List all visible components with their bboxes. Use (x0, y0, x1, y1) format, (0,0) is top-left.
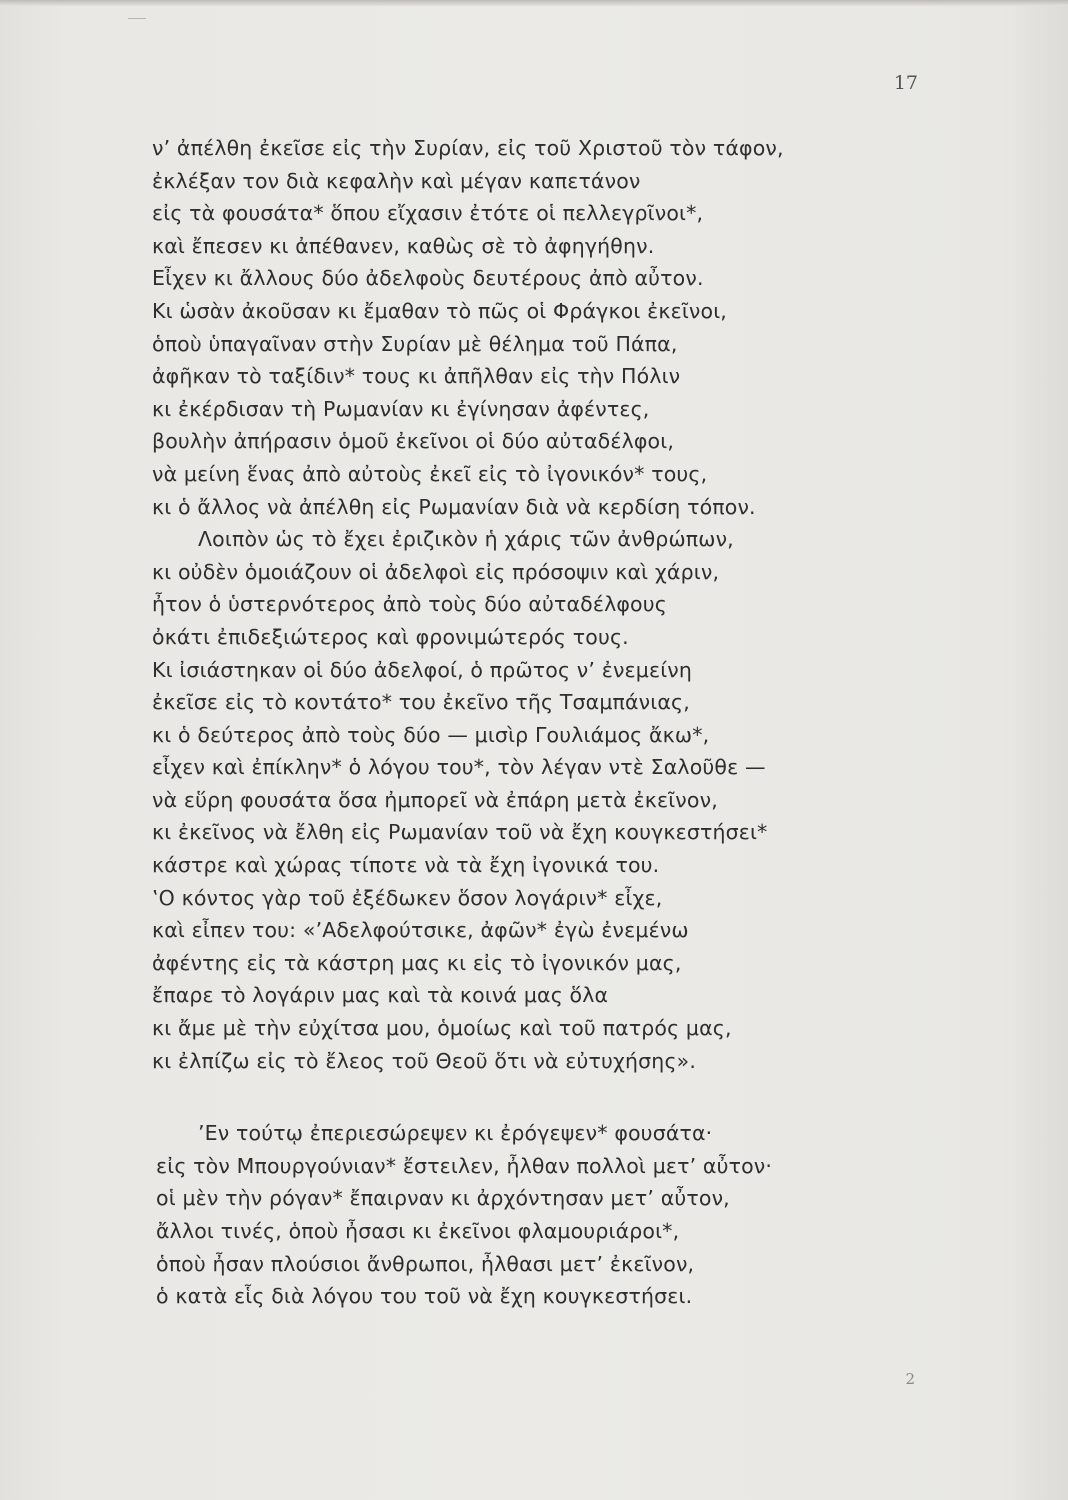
verse-line: ἔπαρε τὸ λογάριν μας καὶ τὰ κοινά μας ὅλα (152, 983, 609, 1008)
verse-line: ἐκεῖσε εἰς τὸ κοντάτο* του ἐκεῖνο τῆς Τσαμπάνιας, (152, 690, 690, 715)
verse-line: κι οὐδὲν ὁμοιάζουν οἱ ἀδελφοὶ εἰς πρόσοψιν καὶ χάριν, (152, 559, 720, 584)
stanza-1 (152, 132, 912, 523)
verse-line: ἦτον ὁ ὑστερνότερος ἀπὸ τοὺς δύο αὐταδέλφους (152, 592, 667, 617)
verse-line: ἀφῆκαν τὸ ταξίδιν* τους κι ἀπῆλθαν εἰς τὴν Πόλιν (152, 364, 681, 389)
verse-line: Λοιπὸν ὡς τὸ ἔχει ἐριζικὸν ἡ χάρις τῶν ἀνθρώπων, (198, 527, 734, 552)
verse-line: κάστρε καὶ χώρας τίποτε νὰ τὰ ἔχη ἰγονικά του. (152, 853, 660, 878)
verse-line: κι ἐκεῖνος νὰ ἔλθη εἰς Ρωμανίαν τοῦ νὰ ἔχη κουγκεστήσει* (152, 820, 768, 845)
verse-line: ὁποὺ ἦσαν πλούσιοι ἄνθρωποι, ἦλθασι μετ’ ἐκεῖνον, (156, 1251, 695, 1276)
verse-line: ἀφέντης εἰς τὰ κάστρη μας κι εἰς τὸ ἰγονικόν μας, (152, 950, 682, 975)
stanza-gap (152, 1077, 912, 1117)
stanza-2 (152, 523, 912, 1077)
stanza-3 (152, 1117, 912, 1313)
verse-line: εἶχεν καὶ ἐπίκλην* ὁ λόγου του*, τὸν λέγαν ντὲ Σαλοῦθε — (152, 755, 766, 780)
verse-line: ἐκλέξαν τον διὰ κεφαλὴν καὶ μέγαν καπετάνον (152, 168, 641, 193)
verse-line: κι ἄμε μὲ τὴν εὐχίτσα μου, ὁμοίως καὶ τοῦ πατρός μας, (152, 1016, 732, 1041)
verse-line: βουλὴν ἀπήρασιν ὁμοῦ ἐκεῖνοι οἱ δύο αὐταδέλφοι, (152, 429, 674, 454)
verse-line: οἱ μὲν τὴν ρόγαν* ἔπαιρναν κι ἀρχόντησαν μετ’ αὖτον, (156, 1186, 730, 1211)
verse-line: εἰς τὸν Μπουργούνιαν* ἔστειλεν, ἦλθαν πολλοὶ μετ’ αὖτον· (156, 1153, 773, 1178)
verse-line: Κι ἰσιάστηκαν οἱ δύο ἀδελφοί, ὁ πρῶτος ν’ ἐνεμείνη (152, 657, 693, 682)
verse-line: νὰ μείνη ἕνας ἀπὸ αὐτοὺς ἐκεῖ εἰς τὸ ἰγονικόν* τους, (152, 461, 708, 486)
verse-line: κι ὁ ἄλλος νὰ ἀπέλθη εἰς Ρωμανίαν διὰ νὰ κερδίση τόπον. (152, 494, 756, 519)
verse-line: ὀκάτι ἐπιδεξιώτερος καὶ φρονιμώτερός τους. (152, 624, 629, 649)
poem-text (152, 132, 912, 1313)
verse-line: ‛Ο κόντος γὰρ τοῦ ἐξέδωκεν ὅσον λογάριν* εἶχε, (152, 885, 663, 910)
verse-line: νὰ εὕρη φουσάτα ὅσα ἠμπορεῖ νὰ ἐπάρη μετὰ ἐκεῖνον, (152, 787, 718, 812)
verse-line: ἄλλοι τινές, ὁποὺ ἦσασι κι ἐκεῖνοι φλαμουριάροι*, (156, 1219, 680, 1243)
verse-line: ’Εν τούτῳ ἐπεριεσώρεψεν κι ἐρόγεψεν* φουσάτα· (198, 1121, 713, 1146)
verse-line: καὶ εἶπεν του: «’Αδελφούτσικε, ἀφῶν* ἐγὼ ἐνεμένω (152, 918, 689, 943)
verse-line: καὶ ἔπεσεν κι ἀπέθανεν, καθὼς σὲ τὸ ἀφηγήθην. (152, 233, 655, 258)
verse-line: ὁποὺ ὑπαγαῖναν στὴν Συρίαν μὲ θέλημα τοῦ Πάπα, (152, 331, 678, 356)
verse-line: ν’ ἀπέλθη ἐκεῖσε εἰς τὴν Συρίαν, εἰς τοῦ Χριστοῦ τὸν τάφον, (152, 136, 784, 160)
page-top-edge (0, 0, 1068, 6)
verse-line: κι ἐκέρδισαν τὴ Ρωμανίαν κι ἐγίνησαν ἀφέντες, (152, 396, 650, 421)
verse-line: Κι ὡσὰν ἀκοῦσαν κι ἔμαθαν τὸ πῶς οἱ Φράγκοι ἐκεῖνοι, (152, 298, 727, 323)
page-number: 17 (893, 72, 918, 94)
verse-line: εἰς τὰ φουσάτα* ὅπου εἴχασιν ἐτότε οἱ πελλεγρῖνοι*, (152, 201, 704, 226)
verse-line: ὁ κατὰ εἷς διὰ λόγου του τοῦ νὰ ἔχη κουγκεστήσει. (156, 1284, 693, 1309)
bleed-mark (128, 18, 146, 19)
verse-line: κι ἐλπίζω εἰς τὸ ἔλεος τοῦ Θεοῦ ὅτι νὰ εὐτυχήσης». (152, 1048, 696, 1073)
verse-line: Εἶχεν κι ἄλλους δύο ἀδελφοὺς δευτέρους ἀπὸ αὖτον. (152, 266, 704, 291)
verse-line: κι ὁ δεύτερος ἀπὸ τοὺς δύο — μισὶρ Γουλιάμος ἄκω*, (152, 722, 710, 747)
signature-mark: 2 (905, 1370, 915, 1388)
